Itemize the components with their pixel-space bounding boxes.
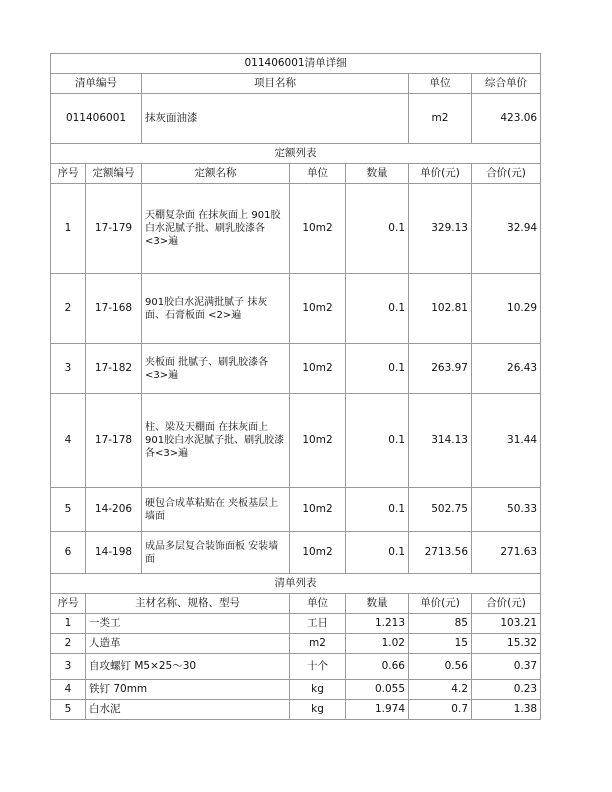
quota-seq-header: 序号 bbox=[51, 164, 86, 184]
quota-unit-price: 2713.56 bbox=[409, 532, 472, 574]
quota-total: 31.44 bbox=[472, 394, 541, 488]
quota-unit: 10m2 bbox=[290, 344, 346, 394]
quota-section-title: 定额列表 bbox=[51, 144, 541, 164]
quota-seq: 4 bbox=[51, 394, 86, 488]
quota-unit-price: 102.81 bbox=[409, 274, 472, 344]
quota-code-header: 定额编号 bbox=[86, 164, 142, 184]
quota-total-header: 合价(元) bbox=[472, 164, 541, 184]
material-section bbox=[51, 574, 541, 720]
quota-seq: 1 bbox=[51, 184, 86, 274]
material-unit-price: 4.2 bbox=[409, 680, 472, 700]
quota-total: 32.94 bbox=[472, 184, 541, 274]
material-name: 自攻螺钉 M5×25～30 bbox=[86, 654, 290, 680]
quota-name: 901胶白水泥满批腻子 抹灰面、石膏板面 <2>遍 bbox=[142, 274, 290, 344]
material-seq: 5 bbox=[51, 700, 86, 720]
quota-name: 夹板面 批腻子、刷乳胶漆各<3>遍 bbox=[142, 344, 290, 394]
material-unit: kg bbox=[290, 680, 346, 700]
material-unit-price-header: 单价(元) bbox=[409, 594, 472, 614]
quota-unit-price: 263.97 bbox=[409, 344, 472, 394]
quota-unit-price-header: 单价(元) bbox=[409, 164, 472, 184]
quota-qty-header: 数量 bbox=[346, 164, 409, 184]
material-qty: 1.213 bbox=[346, 614, 409, 634]
material-total: 0.23 bbox=[472, 680, 541, 700]
quota-total: 50.33 bbox=[472, 488, 541, 532]
bill-unit: m2 bbox=[409, 94, 472, 144]
quota-name: 天棚复杂面 在抹灰面上 901胶白水泥腻子批、刷乳胶漆各<3>遍 bbox=[142, 184, 290, 274]
quota-unit: 10m2 bbox=[290, 488, 346, 532]
quota-qty: 0.1 bbox=[346, 394, 409, 488]
quota-code: 17-168 bbox=[86, 274, 142, 344]
quota-qty: 0.1 bbox=[346, 274, 409, 344]
quota-seq: 2 bbox=[51, 274, 86, 344]
table-row bbox=[51, 344, 541, 394]
material-seq: 4 bbox=[51, 680, 86, 700]
table-row bbox=[51, 654, 541, 680]
material-name-header: 主材名称、规格、型号 bbox=[86, 594, 290, 614]
quota-seq: 5 bbox=[51, 488, 86, 532]
quota-unit: 10m2 bbox=[290, 184, 346, 274]
bill-name-header: 项目名称 bbox=[142, 74, 409, 94]
material-unit: 十个 bbox=[290, 654, 346, 680]
material-qty: 1.02 bbox=[346, 634, 409, 654]
material-total: 15.32 bbox=[472, 634, 541, 654]
material-qty: 1.974 bbox=[346, 700, 409, 720]
material-total: 103.21 bbox=[472, 614, 541, 634]
quota-qty: 0.1 bbox=[346, 344, 409, 394]
quota-qty: 0.1 bbox=[346, 184, 409, 274]
table-row bbox=[51, 680, 541, 700]
material-unit: kg bbox=[290, 700, 346, 720]
quota-unit: 10m2 bbox=[290, 394, 346, 488]
quota-code: 17-182 bbox=[86, 344, 142, 394]
quota-code: 14-206 bbox=[86, 488, 142, 532]
table-row bbox=[51, 532, 541, 574]
bill-section bbox=[51, 54, 541, 144]
table-row bbox=[51, 700, 541, 720]
table-row bbox=[51, 274, 541, 344]
table-row bbox=[51, 184, 541, 274]
quota-unit-price: 502.75 bbox=[409, 488, 472, 532]
material-unit: m2 bbox=[290, 634, 346, 654]
quota-name: 柱、梁及天棚面 在抹灰面上 901胶白水泥腻子批、刷乳胶漆各<3>遍 bbox=[142, 394, 290, 488]
material-total: 1.38 bbox=[472, 700, 541, 720]
bill-code: 011406001 bbox=[51, 94, 142, 144]
material-qty: 0.055 bbox=[346, 680, 409, 700]
bill-code-header: 清单编号 bbox=[51, 74, 142, 94]
bill-name: 抹灰面油漆 bbox=[142, 94, 409, 144]
material-total-header: 合价(元) bbox=[472, 594, 541, 614]
material-seq: 2 bbox=[51, 634, 86, 654]
material-name: 人造革 bbox=[86, 634, 290, 654]
material-name: 铁钉 70mm bbox=[86, 680, 290, 700]
material-unit-price: 0.7 bbox=[409, 700, 472, 720]
quota-code: 14-198 bbox=[86, 532, 142, 574]
bill-detail-table bbox=[50, 53, 541, 720]
quota-code: 17-179 bbox=[86, 184, 142, 274]
material-seq-header: 序号 bbox=[51, 594, 86, 614]
quota-unit-price: 314.13 bbox=[409, 394, 472, 488]
quota-name-header: 定额名称 bbox=[142, 164, 290, 184]
material-unit-price: 85 bbox=[409, 614, 472, 634]
quota-name: 成品多层复合装饰面板 安装墙面 bbox=[142, 532, 290, 574]
material-section-title: 清单列表 bbox=[51, 574, 541, 594]
table-row bbox=[51, 394, 541, 488]
material-seq: 1 bbox=[51, 614, 86, 634]
quota-total: 10.29 bbox=[472, 274, 541, 344]
quota-unit-price: 329.13 bbox=[409, 184, 472, 274]
quota-total: 271.63 bbox=[472, 532, 541, 574]
quota-unit-header: 单位 bbox=[290, 164, 346, 184]
material-qty: 0.66 bbox=[346, 654, 409, 680]
material-seq: 3 bbox=[51, 654, 86, 680]
material-name: 一类工 bbox=[86, 614, 290, 634]
quota-unit: 10m2 bbox=[290, 532, 346, 574]
material-total: 0.37 bbox=[472, 654, 541, 680]
material-unit: 工日 bbox=[290, 614, 346, 634]
bill-unit-header: 单位 bbox=[409, 74, 472, 94]
bill-price: 423.06 bbox=[472, 94, 541, 144]
quota-code: 17-178 bbox=[86, 394, 142, 488]
material-unit-price: 15 bbox=[409, 634, 472, 654]
bill-price-header: 综合单价 bbox=[472, 74, 541, 94]
table-row bbox=[51, 488, 541, 532]
material-unit-header: 单位 bbox=[290, 594, 346, 614]
quota-seq: 6 bbox=[51, 532, 86, 574]
quota-name: 硬包合成革粘贴在 夹板基层上墙面 bbox=[142, 488, 290, 532]
quota-section bbox=[51, 144, 541, 574]
material-name: 白水泥 bbox=[86, 700, 290, 720]
material-unit-price: 0.56 bbox=[409, 654, 472, 680]
quota-qty: 0.1 bbox=[346, 488, 409, 532]
table-row bbox=[51, 614, 541, 634]
quota-unit: 10m2 bbox=[290, 274, 346, 344]
quota-qty: 0.1 bbox=[346, 532, 409, 574]
material-qty-header: 数量 bbox=[346, 594, 409, 614]
table-row bbox=[51, 634, 541, 654]
quota-total: 26.43 bbox=[472, 344, 541, 394]
table-title: 011406001清单详细 bbox=[51, 54, 541, 74]
quota-seq: 3 bbox=[51, 344, 86, 394]
